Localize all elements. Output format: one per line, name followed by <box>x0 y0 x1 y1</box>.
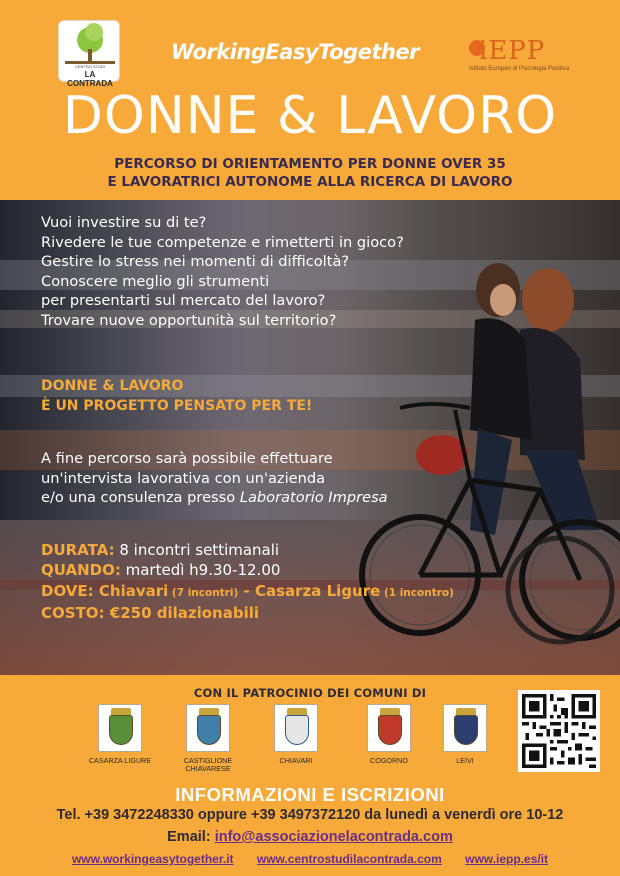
question-item: Conoscere meglio gli strumenti <box>41 272 270 290</box>
detail-dove <box>41 581 561 603</box>
laboratorio-impresa: Laboratorio Impresa <box>239 489 388 507</box>
crest-casarza <box>80 704 160 765</box>
link-workingeasytogether[interactable]: www.workingeasytogether.it <box>71 852 234 866</box>
qr-code-icon[interactable] <box>518 690 600 772</box>
course-details <box>41 540 561 624</box>
project-tagline: È UN PROGETTO PENSATO PER TE! <box>41 397 313 414</box>
dove-city2: Casarza Ligure <box>254 581 381 600</box>
crest-label <box>256 757 336 765</box>
crest-label <box>425 757 505 765</box>
outcome-line: un'intervista lavorativa con un'azienda <box>41 469 326 487</box>
cogorno-crest-icon <box>367 704 411 752</box>
project-statement <box>41 377 561 416</box>
crest-cogorno <box>349 704 429 765</box>
crest-chiavari <box>256 704 336 765</box>
dove-city1: Chiavari <box>93 581 169 600</box>
qr-code-graphic <box>522 694 596 768</box>
subtitle-line: PERCORSO DI ORIENTAMENTO PER DONNE OVER 35 <box>114 156 506 172</box>
dove-label: DOVE: <box>41 581 94 600</box>
chiavari-crest-icon <box>274 704 318 752</box>
crest-shield <box>109 715 133 745</box>
link-iepp[interactable]: www.iepp.es/it <box>465 852 549 866</box>
outcome-line: A fine percorso sarà possibile effettuare <box>41 450 333 467</box>
link-centrostudilacontrada[interactable]: www.centrostudilacontrada.com <box>256 852 442 866</box>
crest-shield <box>454 715 478 745</box>
info-title: INFORMAZIONI E ISCRIZIONI <box>175 784 445 805</box>
logo-left-big: LA CONTRADA <box>67 70 113 88</box>
detail-costo <box>41 603 561 623</box>
crest-crown <box>456 708 476 715</box>
questions-list <box>41 213 561 331</box>
crest-label-line: CHIAVARESE <box>185 764 231 773</box>
crest-label <box>168 757 248 773</box>
tree-foliage <box>85 23 103 41</box>
iepp-logo <box>465 36 605 76</box>
crest-label <box>80 757 160 765</box>
crest-crown <box>199 708 219 715</box>
crest-label-line: LEIVI <box>456 756 474 765</box>
casarza-crest-icon <box>98 704 142 752</box>
crest-label <box>349 757 429 765</box>
crest-castiglione <box>168 704 248 773</box>
crest-label-line: COGORNO <box>370 756 408 765</box>
email-line <box>0 829 620 845</box>
crest-crown <box>287 708 307 715</box>
outcome-line <box>41 488 561 508</box>
costo-value: €250 dilazionabili <box>104 604 260 623</box>
durata-label: DURATA: <box>41 541 115 559</box>
crest-shield <box>378 715 402 745</box>
leivi-crest-icon <box>443 704 487 752</box>
question-item: Trovare nuove opportunità sul territorio? <box>41 311 337 329</box>
durata-value: 8 incontri settimanali <box>114 541 280 559</box>
crest-shield <box>285 715 309 745</box>
crest-label-line: CASTIGLIONE <box>183 756 233 765</box>
dove-sep: - <box>238 581 255 600</box>
question-item: Vuoi investire su di te? <box>41 214 207 231</box>
dove-city2-note: (1 incontro) <box>380 586 454 599</box>
email-link[interactable]: info@associazionelacontrada.com <box>214 829 453 845</box>
quando-value: martedì h9.30-12.00 <box>120 561 281 580</box>
iepp-name: iEPP <box>479 36 546 66</box>
cyclists-photo <box>0 200 620 675</box>
iepp-subtitle: Istituto Europeo di Psicologia Positiva <box>469 66 570 72</box>
crest-shield <box>197 715 221 745</box>
website-links <box>0 852 620 866</box>
castiglione-crest-icon <box>186 704 230 752</box>
dove-city1-note: (7 incontri) <box>168 586 239 599</box>
la-contrada-logo <box>58 20 120 88</box>
patronage-title: CON IL PATROCINIO DEI COMUNI DI <box>193 686 427 700</box>
outcome-line-prefix: e/o una consulenza presso <box>41 489 240 507</box>
header <box>0 0 620 200</box>
detail-quando <box>41 560 561 580</box>
question-item: per presentarti sul mercato del lavoro? <box>41 292 326 310</box>
phone-line: Tel. +39 3472248330 oppure +39 3497372120 da lunedì a venerdì ore 10-12 <box>56 807 564 823</box>
crest-label-line: CHIAVARI <box>279 756 313 765</box>
quando-label: QUANDO: <box>41 561 121 580</box>
brand-title: WorkingEasyTogether <box>170 40 420 64</box>
crest-crown <box>111 708 131 715</box>
project-title: DONNE & LAVORO <box>41 378 184 394</box>
outcome-text <box>41 449 561 508</box>
question-item: Gestire lo stress nei momenti di difficoltà? <box>41 253 350 271</box>
question-item: Rivedere le tue competenze e rimetterti in gioco? <box>41 233 404 251</box>
email-label: Email: <box>167 829 215 845</box>
page-title: DONNE & LAVORO <box>62 86 558 146</box>
subtitle-line: E LAVORATRICI AUTONOME ALLA RICERCA DI LAVORO <box>107 174 513 190</box>
subtitle <box>0 155 620 191</box>
costo-label: COSTO: <box>41 604 105 623</box>
detail-durata <box>41 540 561 560</box>
crest-leivi <box>425 704 505 765</box>
crest-label-line: CASARZA LIGURE <box>88 756 152 765</box>
crest-crown <box>380 708 400 715</box>
logo-left-small: CENTRO STUDI <box>75 64 105 69</box>
